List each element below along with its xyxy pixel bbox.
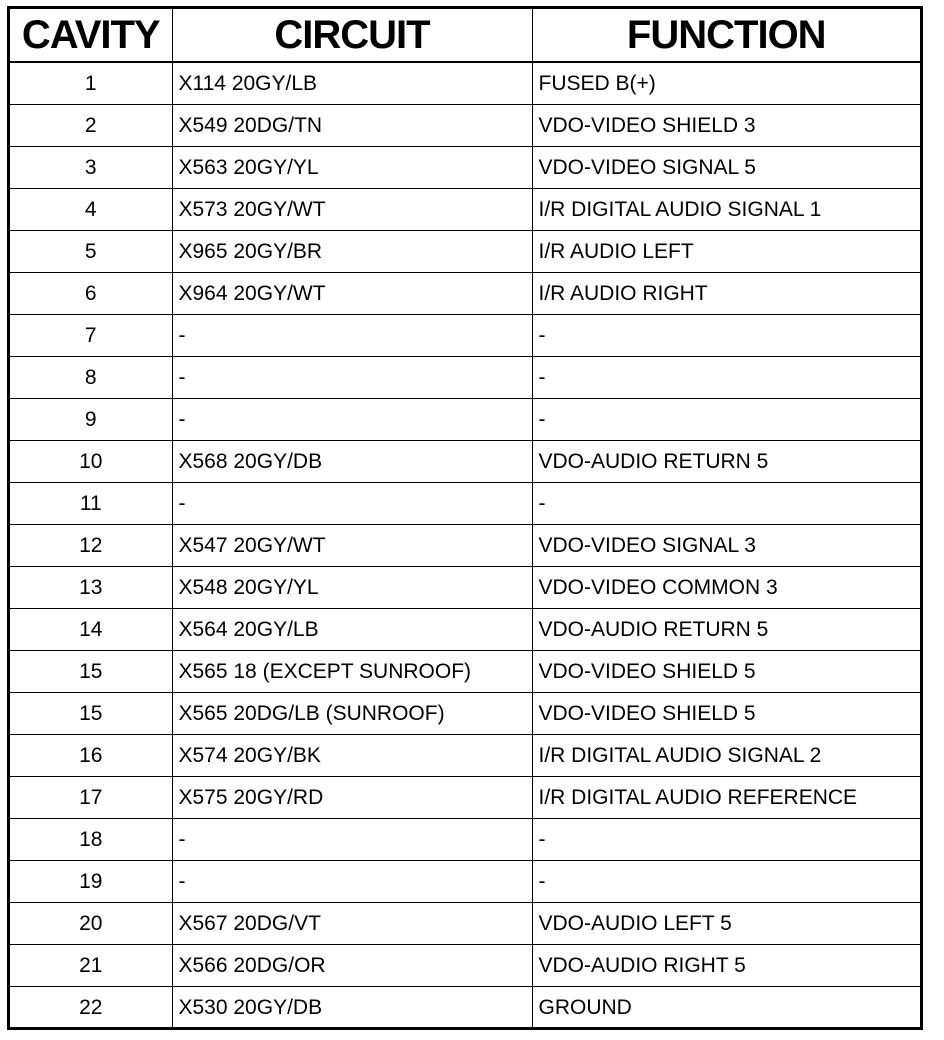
table-row (10, 441, 920, 483)
function-cell: - (532, 399, 920, 441)
cavity-cell: 3 (10, 147, 172, 189)
function-cell: VDO-AUDIO RETURN 5 (532, 609, 920, 651)
connector-pinout-table (10, 9, 920, 1028)
cavity-cell: 18 (10, 819, 172, 861)
circuit-cell: X964 20GY/WT (172, 273, 532, 315)
circuit-cell: - (172, 861, 532, 903)
cavity-cell: 1 (10, 62, 172, 105)
table-row (10, 903, 920, 945)
circuit-column-header: CIRCUIT (172, 9, 532, 62)
circuit-cell: X530 20GY/DB (172, 987, 532, 1029)
circuit-cell: X563 20GY/YL (172, 147, 532, 189)
cavity-cell: 6 (10, 273, 172, 315)
cavity-cell: 7 (10, 315, 172, 357)
circuit-cell: X568 20GY/DB (172, 441, 532, 483)
function-cell: VDO-VIDEO SIGNAL 5 (532, 147, 920, 189)
function-cell: I/R DIGITAL AUDIO SIGNAL 2 (532, 735, 920, 777)
cavity-cell: 15 (10, 693, 172, 735)
cavity-cell: 11 (10, 483, 172, 525)
table-row (10, 777, 920, 819)
circuit-cell: X965 20GY/BR (172, 231, 532, 273)
cavity-cell: 9 (10, 399, 172, 441)
table-row (10, 315, 920, 357)
table-row (10, 62, 920, 105)
table-row (10, 609, 920, 651)
circuit-cell: X574 20GY/BK (172, 735, 532, 777)
circuit-cell: - (172, 483, 532, 525)
circuit-cell: X567 20DG/VT (172, 903, 532, 945)
circuit-cell: X565 20DG/LB (SUNROOF) (172, 693, 532, 735)
cavity-cell: 20 (10, 903, 172, 945)
cavity-cell: 19 (10, 861, 172, 903)
table-row (10, 147, 920, 189)
function-cell: I/R AUDIO LEFT (532, 231, 920, 273)
table-row (10, 357, 920, 399)
function-cell: I/R DIGITAL AUDIO REFERENCE (532, 777, 920, 819)
circuit-cell: - (172, 819, 532, 861)
circuit-cell: X565 18 (EXCEPT SUNROOF) (172, 651, 532, 693)
circuit-cell: X114 20GY/LB (172, 62, 532, 105)
table-row (10, 105, 920, 147)
circuit-cell: X575 20GY/RD (172, 777, 532, 819)
table-row (10, 189, 920, 231)
cavity-cell: 16 (10, 735, 172, 777)
table-row (10, 735, 920, 777)
table-row (10, 231, 920, 273)
cavity-cell: 5 (10, 231, 172, 273)
table-row (10, 651, 920, 693)
table-body (10, 62, 920, 1028)
function-column-header: FUNCTION (532, 9, 920, 62)
cavity-cell: 10 (10, 441, 172, 483)
connector-pinout-table-frame (7, 6, 923, 1030)
function-cell: VDO-AUDIO RETURN 5 (532, 441, 920, 483)
circuit-cell: X547 20GY/WT (172, 525, 532, 567)
cavity-cell: 2 (10, 105, 172, 147)
circuit-cell: X564 20GY/LB (172, 609, 532, 651)
function-cell: - (532, 315, 920, 357)
table-row (10, 399, 920, 441)
circuit-cell: X573 20GY/WT (172, 189, 532, 231)
table-header (10, 9, 920, 62)
table-row (10, 483, 920, 525)
table-row (10, 273, 920, 315)
header-row (10, 9, 920, 62)
function-cell: - (532, 357, 920, 399)
function-cell: I/R AUDIO RIGHT (532, 273, 920, 315)
cavity-cell: 17 (10, 777, 172, 819)
function-cell: VDO-VIDEO COMMON 3 (532, 567, 920, 609)
table-row (10, 987, 920, 1029)
function-cell: - (532, 819, 920, 861)
cavity-cell: 4 (10, 189, 172, 231)
cavity-column-header: CAVITY (10, 9, 172, 62)
circuit-cell: - (172, 315, 532, 357)
cavity-cell: 21 (10, 945, 172, 987)
circuit-cell: X566 20DG/OR (172, 945, 532, 987)
cavity-cell: 15 (10, 651, 172, 693)
cavity-cell: 12 (10, 525, 172, 567)
function-cell: VDO-VIDEO SHIELD 5 (532, 693, 920, 735)
function-cell: FUSED B(+) (532, 62, 920, 105)
cavity-cell: 14 (10, 609, 172, 651)
function-cell: VDO-VIDEO SHIELD 3 (532, 105, 920, 147)
table-row (10, 525, 920, 567)
function-cell: - (532, 483, 920, 525)
circuit-cell: - (172, 399, 532, 441)
circuit-cell: X549 20DG/TN (172, 105, 532, 147)
cavity-cell: 22 (10, 987, 172, 1029)
table-row (10, 819, 920, 861)
cavity-cell: 13 (10, 567, 172, 609)
circuit-cell: - (172, 357, 532, 399)
table-row (10, 693, 920, 735)
table-row (10, 861, 920, 903)
table-row (10, 945, 920, 987)
function-cell: VDO-VIDEO SHIELD 5 (532, 651, 920, 693)
function-cell: GROUND (532, 987, 920, 1029)
table-row (10, 567, 920, 609)
function-cell: I/R DIGITAL AUDIO SIGNAL 1 (532, 189, 920, 231)
function-cell: VDO-VIDEO SIGNAL 3 (532, 525, 920, 567)
cavity-cell: 8 (10, 357, 172, 399)
circuit-cell: X548 20GY/YL (172, 567, 532, 609)
function-cell: - (532, 861, 920, 903)
function-cell: VDO-AUDIO RIGHT 5 (532, 945, 920, 987)
function-cell: VDO-AUDIO LEFT 5 (532, 903, 920, 945)
